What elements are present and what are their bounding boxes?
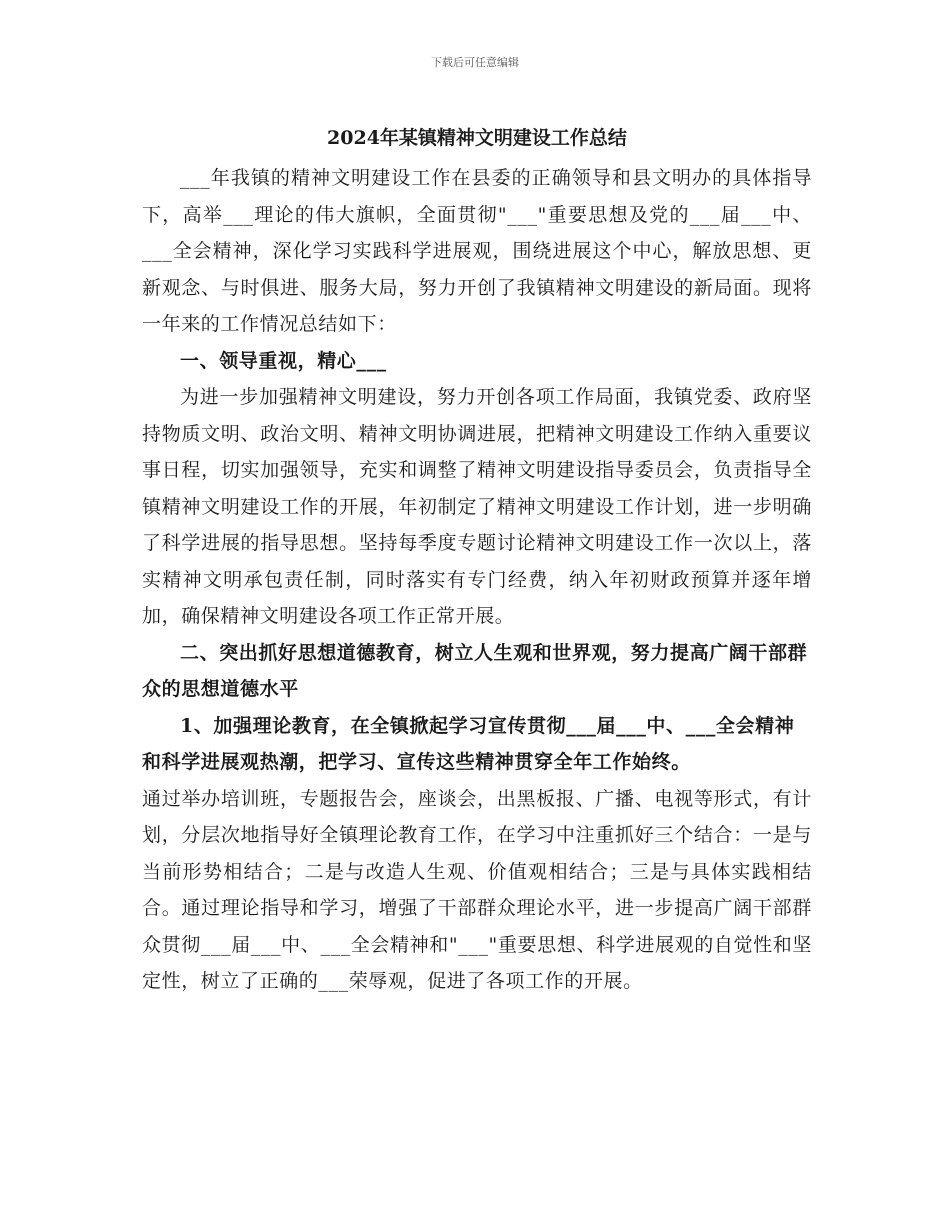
section-1-paragraph: 为进一步加强精神文明建设，努力开创各项工作局面，我镇党委、政府坚持物质文明、政治文明、精神文明协调进展，把精神文明建设工作纳入重要议事日程，切实加强领导，充实和调整了精神文明建设指导委员会，负责指导全镇精神文明建设工作的开展，年初制定了精神文明建设工作计划，进一步明确了科学进展的指导思想。坚持每季度专题讨论精神文明建设工作一次以上，落实精神文明承包责任制，同时落实有专门经费，纳入年初财政预算并逐年增加，确保精神文明建设各项工作正常开展。 (142, 386, 812, 627)
subsection-1-paragraph: 通过举办培训班，专题报告会，座谈会，出黑板报、广播、电视等形式，有计划，分层次地指导好全镇理论教育工作，在学习中注重抓好三个结合：一是与当前形势相结合；二是与改造人生观、价值观相结合；三是与具体实践相结合。通过理论指导和学习，增强了干部群众理论水平，进一步提高广阔干部群众贯彻___届___中、___全会精神和"___"重要思想、科学进展观的自觉性和坚定性，树立了正确的___荣辱观，促进了各项工作的开展。 (142, 787, 812, 992)
document-title: 2024年某镇精神文明建设工作总结 (327, 127, 627, 149)
intro-paragraph: ___年我镇的精神文明建设工作在县委的正确领导和县文明办的具体指导下，高举___理论的伟大旗帜，全面贯彻"___"重要思想及党的___届___中、___全会精神，深化学习实践科学进展观，围绕进展这个中心，解放思想、更新观念、与时俱进、服务大局，努力开创了我镇精神文明建设的新局面。现将一年来的工作情况总结如下： (142, 167, 812, 335)
header-note: 下载后可任意编辑 (431, 56, 519, 69)
subsection-heading-1: 1、加强理论教育，在全镇掀起学习宣传贯彻___届___中、___全会精神和科学进展观热潮，把学习、宣传这些精神贯穿全年工作始终。 (142, 714, 795, 773)
section-heading-1: 一、领导重视，精心___ (180, 349, 387, 372)
document-body (142, 124, 812, 1000)
section-heading-2: 二、突出抓好思想道德教育，树立人生观和世界观，努力提高广阔干部群众的思想道德水平 (142, 641, 808, 700)
